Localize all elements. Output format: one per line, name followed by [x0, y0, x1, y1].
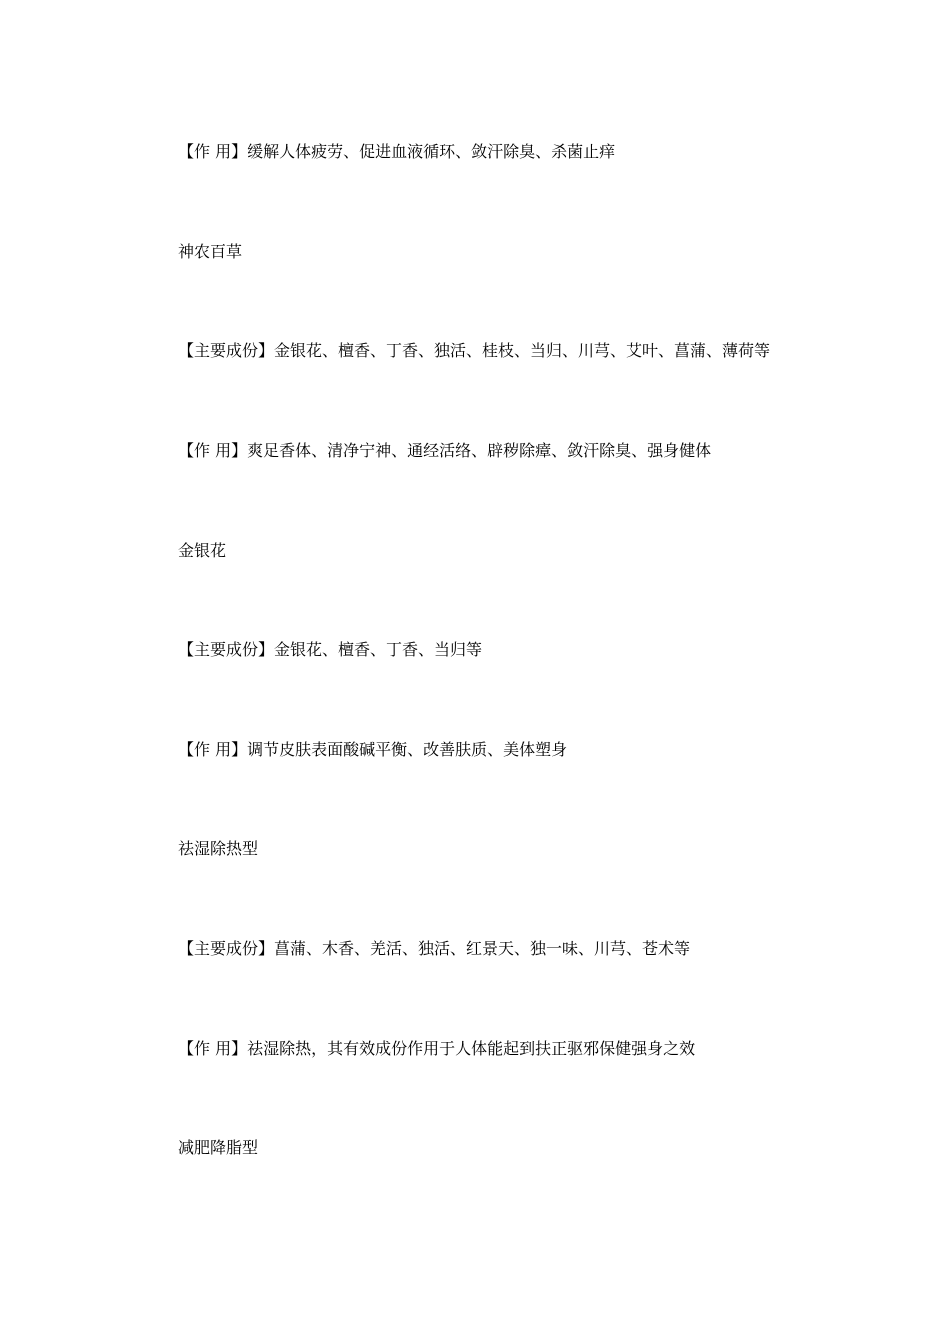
product-heading: 神农百草	[178, 242, 243, 261]
effect-line: 【作 用】爽足香体、清净宁神、通经活络、辟秽除瘴、敛汗除臭、强身健体	[178, 441, 712, 460]
effect-line: 【作 用】祛湿除热，其有效成份作用于人体能起到扶正驱邪保健强身之效	[178, 1039, 696, 1058]
product-heading: 金银花	[178, 541, 227, 560]
product-heading: 祛湿除热型	[178, 839, 259, 858]
product-heading: 减肥降脂型	[178, 1138, 259, 1157]
ingredients-line: 【主要成份】菖蒲、木香、羌活、独活、红景天、独一味、川芎、苍术等	[178, 939, 691, 958]
ingredients-line: 【主要成份】金银花、檀香、丁香、独活、桂枝、当归、川芎、艾叶、菖蒲、薄荷等	[178, 341, 771, 360]
ingredients-line: 【主要成份】金银花、檀香、丁香、当归等	[178, 640, 483, 659]
effect-line: 【作 用】缓解人体疲劳、促进血液循环、敛汗除臭、杀菌止痒	[178, 142, 616, 161]
effect-line: 【作 用】调节皮肤表面酸碱平衡、改善肤质、美体塑身	[178, 740, 568, 759]
